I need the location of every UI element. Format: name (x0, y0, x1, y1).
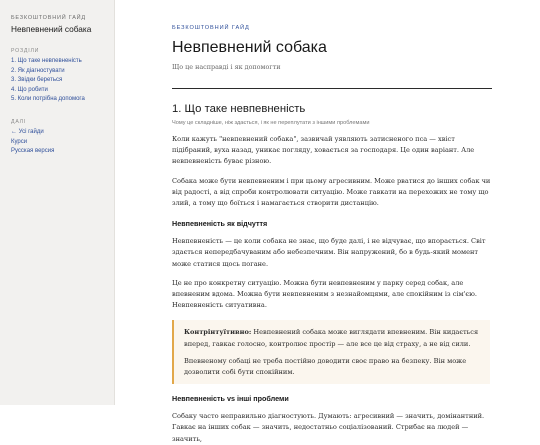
callout-box (172, 320, 490, 384)
sidebar-next-label: ДАЛІ (11, 118, 27, 125)
sidebar-link-russian-version[interactable]: Русская версия (11, 148, 55, 155)
page-title: Невпевнений собака (172, 39, 327, 56)
section-heading: 1. Що таке невпевненість (172, 103, 306, 115)
sidebar-kicker: БЕЗКОШТОВНИЙ ГАЙД (11, 15, 86, 21)
sidebar-link-courses[interactable]: Курси (11, 138, 28, 145)
sidebar-link-section-3[interactable]: 3. Звідки береться (11, 77, 63, 84)
callout-paragraph-2: Впевненому собаці не треба постійно доводити своє право на безпеку. Він може дозволити собі бути спокійним. (184, 356, 467, 377)
sidebar-link-all-guides[interactable]: ← Усі гайди (11, 128, 44, 135)
sidebar-sections-nav (11, 57, 114, 105)
callout-bold-lead: Контрінтуїтивно: (184, 328, 252, 337)
article-kicker: БЕЗКОШТОВНИЙ ГАЙД (172, 25, 250, 31)
sidebar (0, 0, 115, 405)
paragraph-2: Собака може бути невпевненим і при цьому агресивним. Може рватися до інших собак чи від радості, а від спроби контролювати ситуацію. Може гавкати на перехожих не тому що злий, а тому що боїться і намагається створити дистанцію. (172, 176, 491, 208)
sidebar-link-section-4[interactable]: 4. Що робити (11, 86, 48, 93)
article (172, 0, 492, 445)
sidebar-title: Невпевнений собака (11, 24, 92, 34)
sidebar-link-section-1[interactable]: 1. Що таке невпевненість (11, 58, 82, 64)
paragraph-5: Собаку часто неправильно діагностують. Думають: агресивний — значить, домінантний. Гавкає на інших собак — значить, недостатньо соціалізований. Стрибає на людей — значить, (172, 412, 485, 443)
paragraph-3: Невпевненість — це коли собака не знає, що буде далі, і не відчуває, що впорається. Світ здається непередбачуваним або небезпечним. Він напружений, бо в будь-який момент може статися щось погане. (172, 237, 486, 268)
page-subtitle: Що це насправді і як допомогти (172, 63, 281, 71)
sidebar-sections-label: РОЗДІЛИ (11, 48, 40, 54)
paragraph-4: Це не про конкретну ситуацію. Можна бути невпевненим у парку серед собак, але впевненим вдома. Можна бути невпевненим з незнайомцями, але спокійним із сім'єю. Невпевненість ситуативна. (172, 278, 477, 310)
sidebar-link-section-2[interactable]: 2. Як діагностувати (11, 67, 65, 74)
subheading-vs-other: Невпевненість vs інші проблеми (172, 394, 289, 404)
paragraph-1: Коли кажуть "невпевнений собака", зазвичай уявляють затисненого пса — хвіст підібраний, вуха назад, уникає погляду, ховається за господаря. Це один варіант. Але невпевненість буває різною. (172, 135, 475, 166)
callout-text: Невпевнений собака може виглядати впевненим. Він кидається вперед, гавкає голосно, контролює простір — але все це від страху, а не від сили. (184, 328, 479, 348)
sidebar-next-nav (11, 128, 114, 157)
sidebar-link-section-5[interactable]: 5. Коли потрібна допомога (11, 96, 85, 103)
section-note: Чому це складніше, ніж здається, і як не переплутати з іншими проблемами (172, 120, 370, 126)
subheading-feeling: Невпевненість як відчуття (172, 219, 268, 229)
callout-paragraph-1 (184, 327, 482, 349)
title-divider (172, 88, 492, 89)
